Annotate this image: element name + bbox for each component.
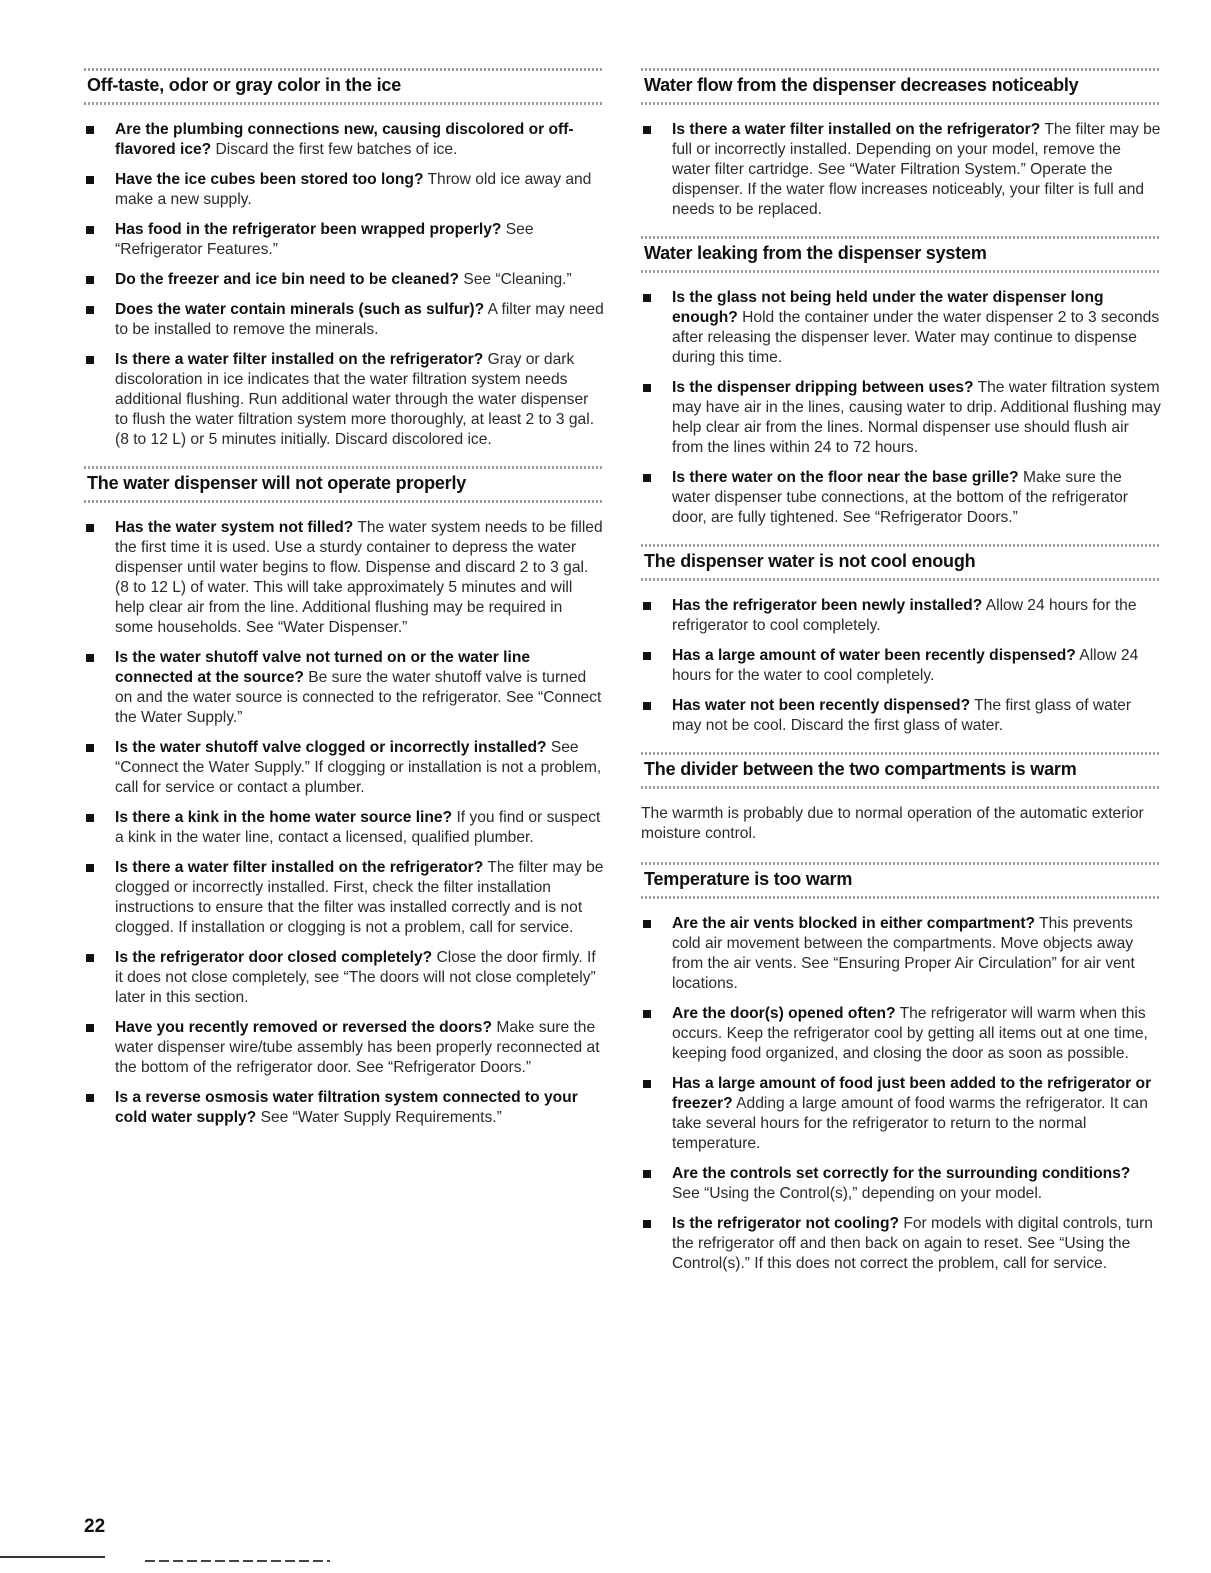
- answer-text: The first glass of water may not be cool. Discard the first glass of water.: [672, 697, 1132, 734]
- question-text: Is there a water filter installed on the refrigerator?: [115, 859, 484, 876]
- list-item: [84, 220, 604, 260]
- question-text: Has a large amount of water been recently dispensed?: [672, 647, 1076, 664]
- section-text: The warmth is probably due to normal operation of the automatic exterior moisture control.: [641, 805, 1144, 842]
- question-list: [84, 518, 604, 1128]
- question-text: Are the plumbing connections new, causing discolored or off-flavored ice?: [115, 121, 574, 158]
- square-bullet-icon: [86, 226, 94, 234]
- answer-text: Allow 24 hours for the water to cool completely.: [672, 647, 1139, 684]
- answer-text: Adding a large amount of food warms the refrigerator. It can take several hours for the refrigerator to return to the normal temperature.: [672, 1095, 1148, 1152]
- question-text: Are the controls set correctly for the surrounding conditions?: [672, 1165, 1131, 1182]
- list-item: [641, 468, 1161, 528]
- question-text: Is there a kink in the home water source line?: [115, 809, 453, 826]
- list-item: [84, 738, 604, 798]
- footer-rule: [0, 1556, 105, 1558]
- question-text: Is the dispenser dripping between uses?: [672, 379, 974, 396]
- square-bullet-icon: [643, 652, 651, 660]
- section-header: [641, 746, 1161, 792]
- answer-text: The filter may be clogged or incorrectly installed. First, check the filter installation instructions to ensure that the filter was installed correctly and is not clogged. If installation or clogging is not a problem, call for service.: [115, 859, 604, 936]
- question-text: Are the door(s) opened often?: [672, 1005, 896, 1022]
- square-bullet-icon: [86, 954, 94, 962]
- answer-text: Make sure the water dispenser wire/tube assembly has been properly reconnected at the bottom of the refrigerator door. See “Refrigerator Doors.”: [115, 1019, 600, 1076]
- answer-text: Gray or dark discoloration in ice indicates that the water filtration system needs additional flushing. Run additional water through the water dispenser to flush the water filtration system more thoroughly, at least 2 to 3 gal. (8 to 12 L) or 5 minutes initially. Discard discolored ice.: [115, 351, 595, 448]
- section-header: [641, 856, 1161, 902]
- square-bullet-icon: [86, 1094, 94, 1102]
- question-text: Is the refrigerator not cooling?: [672, 1215, 899, 1232]
- list-item: [84, 948, 604, 1008]
- square-bullet-icon: [86, 1024, 94, 1032]
- question-text: Has the water system not filled?: [115, 519, 354, 536]
- answer-text: For models with digital controls, turn the refrigerator off and then back on again to reset. See “Using the Control(s).” If this does not correct the problem, call for service.: [672, 1215, 1153, 1272]
- question-text: Are the air vents blocked in either compartment?: [672, 915, 1036, 932]
- answer-text: The water filtration system may have air in the lines, causing water to drip. Additional flushing may help clear air from the lines. Normal dispenser use should flush air from the lines within 24 to 72 hours.: [672, 379, 1161, 456]
- answer-text: Allow 24 hours for the refrigerator to cool completely.: [672, 597, 1137, 634]
- answer-text: See “Connect the Water Supply.” If clogging or installation is not a problem, call for service or contact a plumber.: [115, 739, 602, 796]
- question-text: Has the refrigerator been newly installed?: [672, 597, 983, 614]
- question-text: Is there a water filter installed on the refrigerator?: [115, 351, 484, 368]
- answer-text: If you find or suspect a kink in the water line, contact a licensed, qualified plumber.: [115, 809, 601, 846]
- section-title: Off-taste, odor or gray color in the ice: [87, 75, 402, 95]
- answer-text: Discard the first few batches of ice.: [211, 141, 458, 158]
- square-bullet-icon: [643, 1080, 651, 1088]
- question-text: Is there water on the floor near the base grille?: [672, 469, 1019, 486]
- answer-text: See “Refrigerator Features.”: [115, 221, 534, 258]
- square-bullet-icon: [643, 1170, 651, 1178]
- section-temp-warm: [641, 856, 1161, 1274]
- section-title: The divider between the two compartments is warm: [644, 759, 1077, 779]
- list-item: [84, 120, 604, 160]
- square-bullet-icon: [86, 744, 94, 752]
- section-header: [641, 62, 1161, 108]
- list-item: [84, 1018, 604, 1078]
- answer-text: Throw old ice away and make a new supply.: [115, 171, 592, 208]
- answer-text: See “Water Supply Requirements.”: [256, 1109, 502, 1126]
- question-text: Do the freezer and ice bin need to be cleaned?: [115, 271, 460, 288]
- list-item: [84, 270, 604, 290]
- section-dispenser-not-operate: [84, 460, 604, 1128]
- section-header: [84, 62, 604, 108]
- square-bullet-icon: [643, 126, 651, 134]
- section-header: [84, 460, 604, 506]
- answer-text: See “Using the Control(s),” depending on your model.: [672, 1185, 1043, 1202]
- section-ice-odor: [84, 62, 604, 450]
- answer-text: Hold the container under the water dispenser 2 to 3 seconds after releasing the dispenser lever. Water may continue to dispense during this time.: [672, 309, 1160, 366]
- section-header: [641, 230, 1161, 276]
- list-item: [641, 1074, 1161, 1154]
- question-list: [84, 120, 604, 450]
- answer-text: The water system needs to be filled the first time it is used. Use a sturdy container to depress the water dispenser until water begins to flow. Dispense and discard 2 to 3 gal. (8 to 12 L) of water. This will take approximately 5 minutes and will help clear air from the line. Additional flushing may be required in some households. See “Water Dispenser.”: [115, 519, 603, 636]
- square-bullet-icon: [643, 920, 651, 928]
- list-item: [641, 288, 1161, 368]
- square-bullet-icon: [643, 294, 651, 302]
- question-text: Does the water contain minerals (such as sulfur)?: [115, 301, 485, 318]
- question-text: Is the water shutoff valve clogged or incorrectly installed?: [115, 739, 547, 756]
- question-list: [641, 596, 1161, 736]
- section-title: Water leaking from the dispenser system: [644, 243, 987, 263]
- list-item: [84, 300, 604, 340]
- answer-text: This prevents cold air movement between the compartments. Move objects away from the air vents. See “Ensuring Proper Air Circulation” for air vent locations.: [672, 915, 1135, 992]
- answer-text: Make sure the water dispenser tube connections, at the bottom of the refrigerator door, are fully tightened. See “Refrigerator Doors.”: [672, 469, 1128, 526]
- footer-dashes: [145, 1560, 330, 1562]
- page-number: 22: [84, 1516, 106, 1537]
- section-title: The dispenser water is not cool enough: [644, 551, 976, 571]
- answer-text: Close the door firmly. If it does not close completely, see “The doors will not close completely” later in this section.: [115, 949, 596, 1006]
- square-bullet-icon: [86, 864, 94, 872]
- left-column: [84, 62, 604, 1138]
- list-item: [641, 1214, 1161, 1274]
- list-item: [84, 858, 604, 938]
- answer-text: The refrigerator will warm when this occurs. Keep the refrigerator cool by getting all items out at one time, keeping food organized, and closing the door as soon as possible.: [672, 1005, 1148, 1062]
- answer-text: See “Cleaning.”: [459, 271, 572, 288]
- list-item: [84, 1088, 604, 1128]
- question-text: Has food in the refrigerator been wrapped properly?: [115, 221, 502, 238]
- question-list: [641, 288, 1161, 528]
- section-divider-warm: [641, 746, 1161, 844]
- list-item: [84, 808, 604, 848]
- list-item: [641, 120, 1161, 220]
- square-bullet-icon: [643, 702, 651, 710]
- answer-text: A filter may need to be installed to remove the minerals.: [115, 301, 604, 338]
- square-bullet-icon: [643, 1220, 651, 1228]
- question-text: Have the ice cubes been stored too long?: [115, 171, 424, 188]
- list-item: [641, 646, 1161, 686]
- square-bullet-icon: [86, 176, 94, 184]
- question-text: Have you recently removed or reversed the doors?: [115, 1019, 492, 1036]
- answer-text: The filter may be full or incorrectly installed. Depending on your model, remove the water filter cartridge. See “Water Filtration System.” Operate the dispenser. If the water flow increases noticeably, your filter is full and needs to be replaced.: [672, 121, 1161, 218]
- list-item: [84, 170, 604, 210]
- square-bullet-icon: [86, 276, 94, 284]
- question-text: Has water not been recently dispensed?: [672, 697, 971, 714]
- right-column: [641, 62, 1161, 1284]
- section-title: Water flow from the dispenser decreases noticeably: [644, 75, 1079, 95]
- list-item: [84, 648, 604, 728]
- question-text: Is a reverse osmosis water filtration system connected to your cold water supply?: [115, 1089, 578, 1126]
- section-header: [641, 538, 1161, 584]
- square-bullet-icon: [86, 126, 94, 134]
- question-text: Is the refrigerator door closed completely?: [115, 949, 433, 966]
- question-list: [641, 120, 1161, 220]
- list-item: [641, 696, 1161, 736]
- section-leaking: [641, 230, 1161, 528]
- square-bullet-icon: [86, 356, 94, 364]
- question-list: [641, 914, 1161, 1274]
- section-title: The water dispenser will not operate properly: [87, 473, 467, 493]
- list-item: [641, 1004, 1161, 1064]
- list-item: [641, 596, 1161, 636]
- square-bullet-icon: [86, 524, 94, 532]
- square-bullet-icon: [86, 814, 94, 822]
- square-bullet-icon: [86, 654, 94, 662]
- list-item: [641, 378, 1161, 458]
- list-item: [84, 350, 604, 450]
- list-item: [641, 914, 1161, 994]
- square-bullet-icon: [643, 602, 651, 610]
- square-bullet-icon: [643, 474, 651, 482]
- question-text: Is the glass not being held under the water dispenser long enough?: [672, 289, 1104, 326]
- section-not-cool: [641, 538, 1161, 736]
- question-text: Is the water shutoff valve not turned on or the water line connected at the source?: [115, 649, 531, 686]
- square-bullet-icon: [86, 306, 94, 314]
- question-text: Has a large amount of food just been added to the refrigerator or freezer?: [672, 1075, 1152, 1112]
- section-flow-decreases: [641, 62, 1161, 220]
- list-item: [641, 1164, 1161, 1204]
- question-text: Is there a water filter installed on the refrigerator?: [672, 121, 1041, 138]
- section-title: Temperature is too warm: [644, 869, 853, 889]
- square-bullet-icon: [643, 384, 651, 392]
- answer-text: Be sure the water shutoff valve is turned on and the water source is connected to the refrigerator. See “Connect the Water Supply.”: [115, 669, 602, 726]
- square-bullet-icon: [643, 1010, 651, 1018]
- list-item: [84, 518, 604, 638]
